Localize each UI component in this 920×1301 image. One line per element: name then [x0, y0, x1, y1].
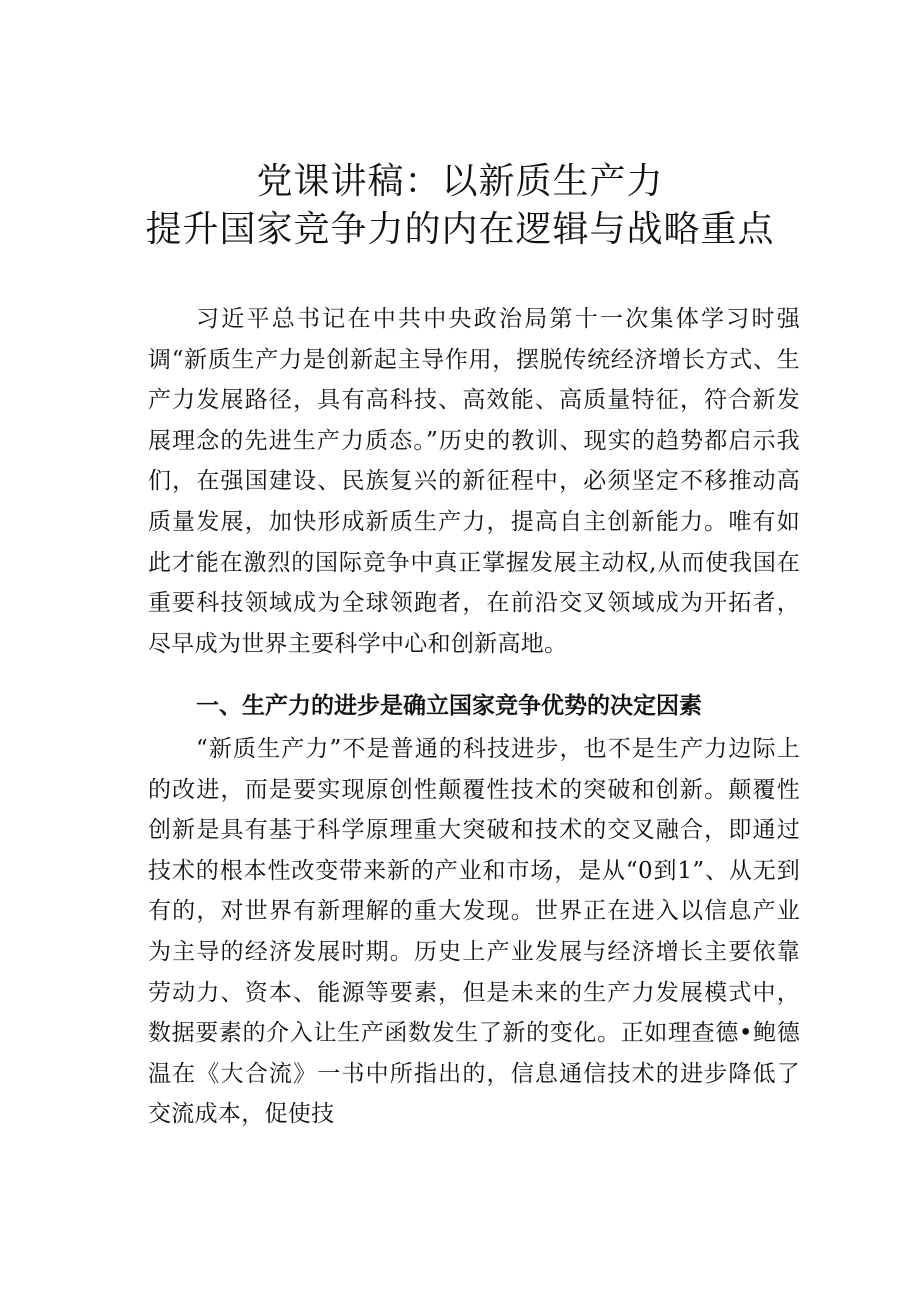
section-heading-1: 一、生产力的进步是确立国家竞争优势的决定因素	[196, 693, 702, 719]
section-1-paragraph: “新质生产力”不是普通的科技进步，也不是生产力边际上的改进，而是要实现原创性颠覆性技术的突破和创新。颠覆性创新是具有基于科学原理重大突破和技术的交叉融合，即通过技术的根本性改变带来新的产业和市场，是从“0到1”、从无到有的，对世界有新理解的重大发现。世界正在进入以信息产业为主导的经济发展时期。历史上产业发展与经济增长主要依靠劳动力、资本、能源等要素，但是未来的生产力发展模式中，数据要素的介入让生产函数发生了新的变化。正如理查德•鲍德温在《大合流》一书中所指出的，信息通信技术的进步降低了交流成本，促使技	[148, 736, 800, 1128]
document-title	[0, 158, 920, 254]
title-line-2: 提升国家竞争力的内在逻辑与战略重点	[145, 209, 775, 250]
title-line-1: 党课讲稿：以新质生产力	[256, 161, 664, 202]
intro-paragraph: 习近平总书记在中共中央政治局第十一次集体学习时强调“新质生产力是创新起主导作用，摆脱传统经济增长方式、生产力发展路径，具有高科技、高效能、高质量特征，符合新发展理念的先进生产力质态。”历史的教训、现实的趋势都启示我们，在强国建设、民族复兴的新征程中，必须坚定不移推动高质量发展，加快形成新质生产力，提高自主创新能力。唯有如此才能在激烈的国际竞争中真正掌握发展主动权,从而使我国在重要科技领域成为全球领跑者，在前沿交叉领域成为开拓者，尽早成为世界主要科学中心和创新高地。	[148, 306, 800, 657]
